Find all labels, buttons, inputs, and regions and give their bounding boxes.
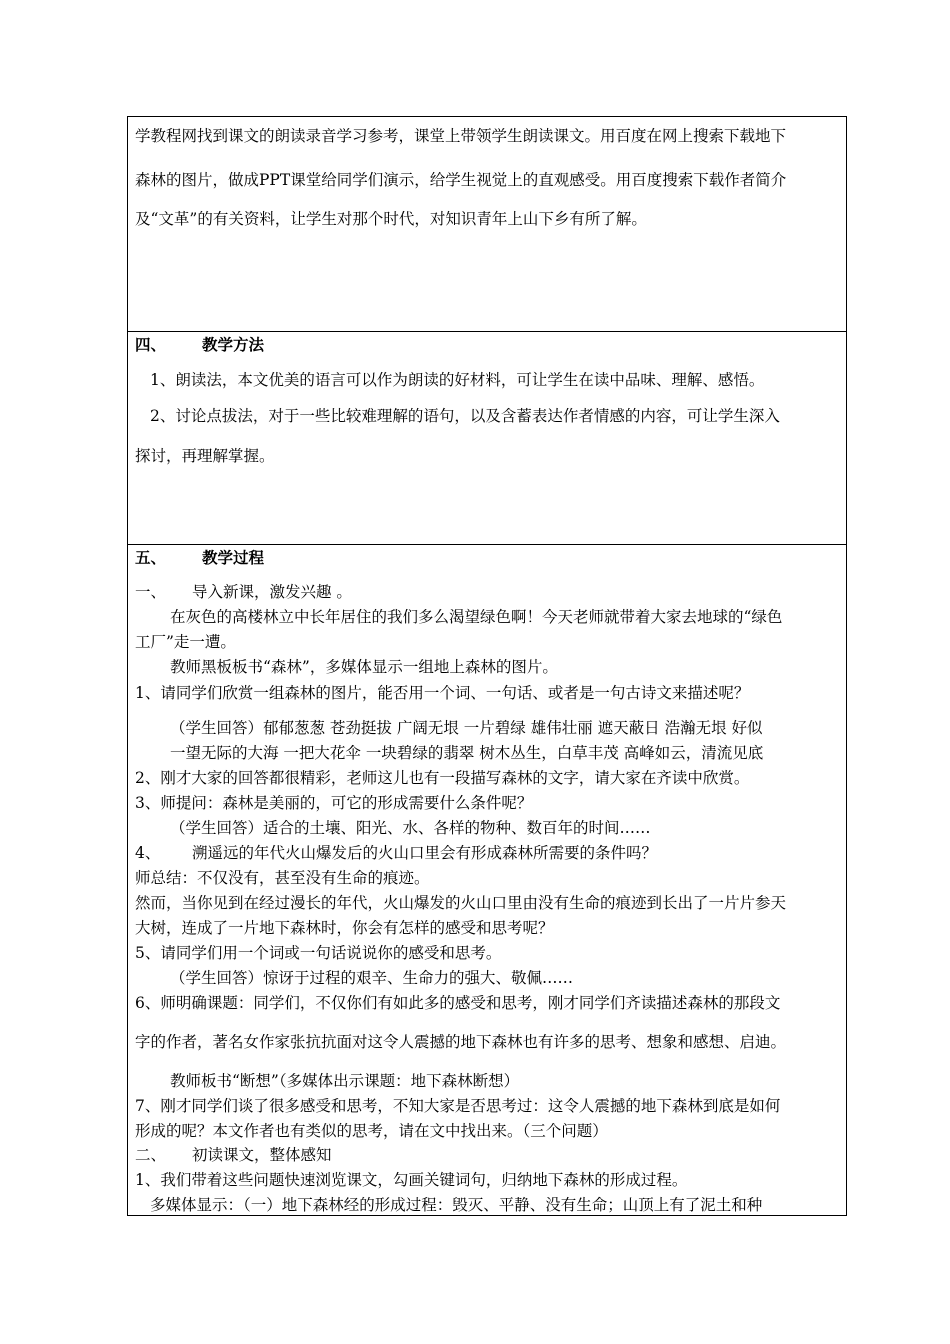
process-part1-number: 一、 <box>135 583 167 601</box>
process-section-number: 五、 <box>135 548 167 567</box>
resources-line-3: 及“文革”的有关资料，让学生对那个时代，对知识青年上山下乡有所了解。 <box>135 210 647 228</box>
process-line: （学生回答）郁郁葱葱 苍劲挺拔 广阔无垠 一片碧绿 雄伟壮丽 遮天蔽日 浩瀚无垠 好似 <box>170 719 763 737</box>
process-line: （学生回答）惊讶于过程的艰辛、生命力的强大、敬佩…… <box>170 969 574 987</box>
process-line: 6、师明确课题：同学们，不仅你们有如此多的感受和思考，刚才同学们齐读描述森林的那段文 <box>135 994 781 1012</box>
method-cell <box>127 331 847 545</box>
process-line: 1、请同学们欣赏一组森林的图片，能否用一个词、一句话、或者是一句古诗文来描述呢？ <box>135 684 750 702</box>
resources-line-1: 学教程网找到课文的朗读录音学习参考，课堂上带领学生朗读课文。用百度在网上搜索下载地下 <box>135 127 787 145</box>
process-line: 多媒体显示：（一）地下森林经的形成过程：毁灭、平静、没有生命；山顶上有了泥土和种 <box>150 1196 763 1214</box>
process-line: 教师板书“断想”（多媒体出示课题：地下森林断想） <box>170 1072 520 1090</box>
process-line: 工厂”走一遭。 <box>135 633 236 651</box>
process-line: 形成的呢？本文作者也有类似的思考，请在文中找出来。（三个问题） <box>135 1122 608 1140</box>
process-line: 教师黑板板书“森林”，多媒体显示一组地上森林的图片。 <box>170 658 558 676</box>
process-line: 1、我们带着这些问题快速浏览课文，勾画关键词句，归纳地下森林的形成过程。 <box>135 1171 688 1189</box>
process-line: 在灰色的高楼林立中长年居住的我们多么渴望绿色啊！今天老师就带着大家去地球的“绿色 <box>170 608 783 626</box>
process-line: 2、刚才大家的回答都很精彩，老师这儿也有一段描写森林的文字，请大家在齐读中欣赏。 <box>135 769 750 787</box>
method-section-title: 教学方法 <box>202 335 265 354</box>
process-line: 师总结：不仅没有，甚至没有生命的痕迹。 <box>135 869 430 887</box>
method-section-number: 四、 <box>135 335 167 354</box>
process-line: 7、刚才同学们谈了很多感受和思考，不知大家是否思考过：这令人震撼的地下森林到底是如何 <box>135 1097 781 1115</box>
process-line: 字的作者，著名女作家张抗抗面对这令人震撼的地下森林也有许多的思考、想象和感想、启迪。 <box>135 1033 787 1051</box>
process-line: 4、 <box>135 844 161 862</box>
process-line: （学生回答）适合的土壤、阳光、水、各样的物种、数百年的时间…… <box>170 819 651 837</box>
resources-line-2: 森林的图片，做成PPT课堂给同学们演示，给学生视觉上的直观感受。用百度搜索下载作者简介 <box>135 171 787 189</box>
method-line-1: 1、朗读法，本文优美的语言可以作为朗读的好材料，可让学生在读中品味、理解、感悟。 <box>150 371 765 389</box>
process-part1-title: 导入新课，激发兴趣 。 <box>192 583 352 601</box>
process-line: 一望无际的大海 一把大花伞 一块碧绿的翡翠 树木丛生，白草丰茂 高峰如云，清流见底 <box>170 744 764 762</box>
process-line: 大树，连成了一片地下森林时，你会有怎样的感受和思考呢？ <box>135 919 554 937</box>
process-part2-title: 初读课文，整体感知 <box>192 1146 332 1164</box>
process-line: 溯遥远的年代火山爆发后的火山口里会有形成森林所需要的条件吗？ <box>192 844 658 862</box>
process-line: 5、请同学们用一个词或一句话说说你的感受和思考。 <box>135 944 502 962</box>
process-part2-number: 二、 <box>135 1146 167 1164</box>
method-line-3: 探讨，再理解掌握。 <box>135 447 275 465</box>
process-section-title: 教学过程 <box>202 548 265 567</box>
process-line: 然而，当你见到在经过漫长的年代，火山爆发的火山口里由没有生命的痕迹到长出了一片片参天 <box>135 894 787 912</box>
method-line-2: 2、讨论点拔法，对于一些比较难理解的语句，以及含蓄表达作者情感的内容，可让学生深入 <box>150 407 780 425</box>
process-line: 3、师提问：森林是美丽的，可它的形成需要什么条件呢？ <box>135 794 533 812</box>
